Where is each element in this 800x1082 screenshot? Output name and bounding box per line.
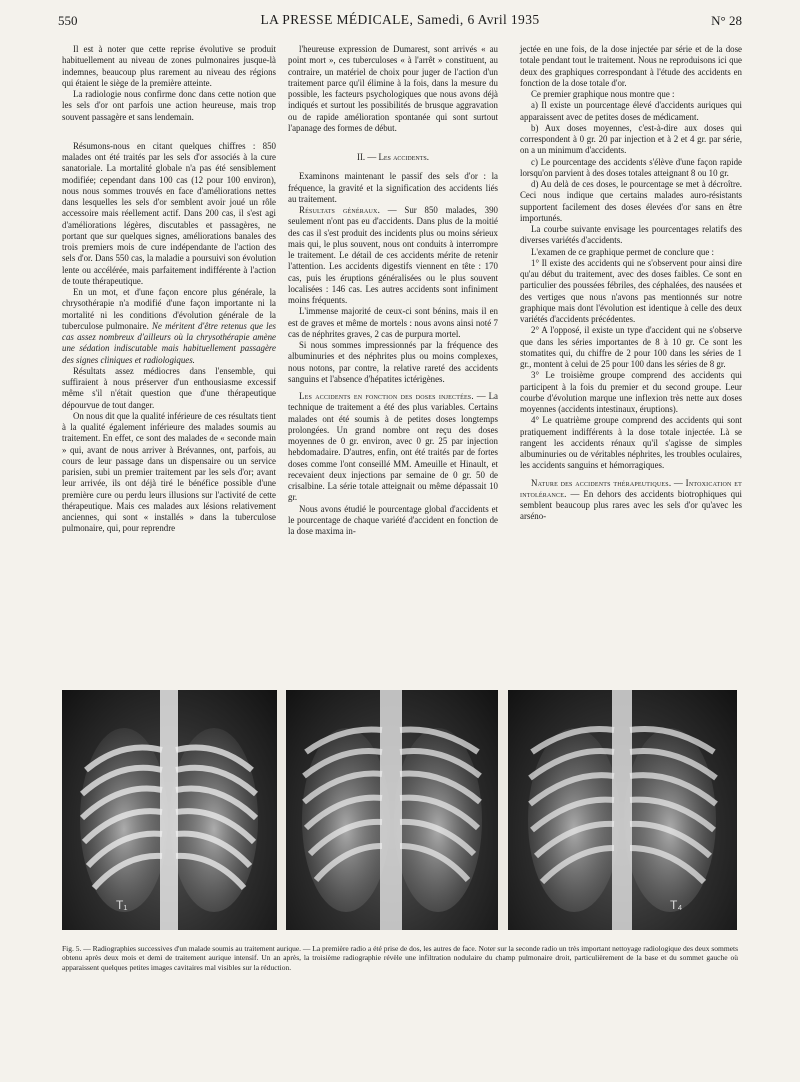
radiograph-label: T₄ (670, 898, 683, 912)
radiograph-2 (286, 690, 498, 930)
column-3 (520, 44, 742, 523)
page-number: 550 (58, 13, 78, 28)
paragraph: 4° Le quatrième groupe comprend des accidents qui sont pratiquement indifférents à la dose totale injectée. Là se rangent les accidents rénaux qu'il s'agisse de simples albuminuries ou de véritables néphrites, les troubles oculaires, les accidents sanguins et hémorragiques. (520, 415, 742, 471)
chest-xray-image (508, 690, 737, 930)
run-in-heading: Résultats généraux. (299, 205, 381, 215)
radiograph-label: T₁ (116, 898, 128, 912)
paragraph: L'immense majorité de ceux-ci sont bénins, mais il en est de graves et même de mortels : nous avons ainsi noté 7 cas de néphrites graves, 2 cas de purpura mortel. (288, 306, 498, 339)
issue-number: N° 28 (711, 13, 742, 28)
paragraph: 2° A l'opposé, il existe un type d'accident qui ne s'observe que dans les séries importantes de 8 à 10 gr. Ce sont les stomatites qui, du chiffre de 2 pour 100 dans les séries de 1 gr., montent à celui de 25 pour 100 dans les séries de 8 gr. (520, 325, 742, 369)
paragraph: d) Au delà de ces doses, le pourcentage se met à décroître. Ceci nous indique que certains malades auro-résistants supportent facilement des doses élevées d'or sans en être importunés. (520, 179, 742, 223)
text-run: — La technique de traitement a été des plus variables. Certains malades ont été soumis à de petites doses longtemps prolongées. Un grand nombre ont reçu des doses moyennes de 0 gr. environ, avec 0 gr. 25 par injection hebdomadaire. D'autres, enfin, ont été traités par de fortes doses comme l'ont conseillé MM. Ameuille et Hinault, et recevaient deux injections par semaine de 0 gr. 50 de crisalbine. La série totale atteignait ou même dépassait 10 gr. (288, 391, 498, 503)
text-run: En un mot, et d'une façon encore plus générale, la chrysothérapie n'a modifié d'une façon importante ni la mortalité ni les conditions d'évolution générale de la tuberculose pulmonaire. (62, 287, 276, 331)
paragraph (62, 287, 276, 366)
paragraph: La radiologie nous confirme donc dans cette notion que les sels d'or ont parfois une action heureuse, mais trop souvent passagère et sans lendemain. (62, 89, 276, 122)
paragraph: Si nous sommes impressionnés par la fréquence des albuminuries et des néphrites plus ou moins complexes, nous notons, par contre, la relative rareté des accidents sanguins et l'absence d'hépatites ictérigènes. (288, 340, 498, 384)
paragraph (288, 391, 498, 504)
text-run: — Sur 850 malades, 390 seulement n'ont pas eu d'accidents. Dans plus de la moitié des cas il s'est produit des incidents plus ou moins sérieux mais qui, le plus souvent, nous ont conduits à interrompre le traitement. Le détail de ces accidents mérite de retenir l'attention. Les accidents digestifs viennent en tête : 170 cas, puis les éruptions généralisées ou le plus souvent localisées : 146 cas. Les autres accidents sont infiniment moins fréquents. (288, 205, 498, 305)
paragraph: Il est à noter que cette reprise évolutive se produit habituellement au niveau de zones pulmonaires jusque-là indemnes, beaucoup plus rarement au niveau des régions qui étaient le siège de la première atteinte. (62, 44, 276, 88)
text-run: — En dehors des accidents biotrophiques qui semblent beaucoup plus rares avec les sels d'or qu'avec les arséno- (520, 488, 742, 522)
journal-title: LA PRESSE MÉDICALE, Samedi, 6 Avril 1935 (260, 12, 540, 27)
paragraph: 1° Il existe des accidents qui ne s'observent pour ainsi dire qu'au début du traitement, avec des doses faibles. Ce sont en particulier des poussées fébriles, des céphalées, des nausées et des vertiges que nous n'avons pas mentionnés sur notre graphique mais dont l'évolution est identique à celle des deux variétés d'accidents précédentes. (520, 257, 742, 324)
paragraph: Examinons maintenant le passif des sels d'or : la fréquence, la gravité et la signification des accidents liés au traitement. (288, 171, 498, 204)
paragraph: a) Il existe un pourcentage élevé d'accidents auriques qui apparaissent avec de petites doses de médicament. (520, 100, 742, 122)
paragraph: On nous dit que la qualité inférieure de ces résultats tient à la qualité également inférieure des malades soumis au traitement. En effet, ce sont des malades de « seconde main » qui, avant de nous arriver à Brévannes, ont, parfois, au cours de leur passage dans un dispensaire ou un service parisien, subi un premier traitement par les sels d'or; avant leur arrivée, ils ont déjà tiré le bénéfice possible d'une première cure ou perdu leurs illusions sur l'activité de cette thérapeutique. Mais ces malades aux lésions relativement anciennes, qui sont « installés » dans la tuberculose pulmonaire, qui, pour reprendre (62, 410, 276, 534)
paragraph: c) Le pourcentage des accidents s'élève d'une façon rapide lorsqu'on parvient à des doses totales atteignant 8 ou 10 gr. (520, 156, 742, 178)
paragraph (520, 478, 742, 523)
paragraph: Résumons-nous en citant quelques chiffres : 850 malades ont été traités par les sels d'or associés à la cure sanatoriale. La mortalité globale n'a pas été sensiblement modifiée; cependant dans 100 cas (12 pour 100 environ), nous nous sommes trouvés en face d'améliorations nettes dans lesquelles les sels d'or semblent avoir joué un rôle accessoire mais réellement actif. Dans 200 cas, il s'est agi d'améliorations légères, discutables et passagères, ne portant que sur quelques signes, améliorations banales des trois premiers mois de cure indépendante de l'action des sels d'or. Dans 550 cas, la maladie a poursuivi son évolution lente ou accélérée, mais parfaitement indifférente à l'action de toute thérapeutique. (62, 140, 276, 286)
paragraph: La courbe suivante envisage les pourcentages relatifs des diverses variétés d'accidents. (520, 224, 742, 246)
run-in-heading: Les accidents en fonction des doses injectées. (299, 391, 474, 401)
radiograph-3 (508, 690, 737, 930)
paragraph: Nous avons étudié le pourcentage global d'accidents et le pourcentage de chaque variété d'accident en fonction de la dose maxima in- (288, 503, 498, 536)
paragraph: Résultats assez médiocres dans l'ensemble, qui suffiraient à nous préserver d'un enthousiasme excessif même s'il n'était question que d'une thérapeutique dépourvue de tout danger. (62, 365, 276, 410)
radiograph-1 (62, 690, 277, 930)
radiograph-figure (62, 690, 737, 930)
paragraph: b) Aux doses moyennes, c'est-à-dire aux doses qui correspondent à 0 gr. 20 par injection et à 2 et 4 gr. par série, on a un minimum d'accidents. (520, 122, 742, 156)
paragraph (288, 205, 498, 306)
paragraph: L'examen de ce graphique permet de conclure que : (531, 246, 714, 257)
figure-caption: Fig. 5. — Radiographies successives d'un malade soumis au traitement aurique. — La première radio a été prise de dos, les autres de face. Noter sur la seconde radio un très important nettoyage radiologique des deux sommets obtenu après deux mois et demi de traitement aurique intensif. Un an après, la troisième radiographie révèle une infiltration nodulaire du champ pulmonaire droit, particulièrement de la base et du sommet gauche où apparaissent quelques petites images cavitaires mal visibles sur la réduction. (62, 944, 738, 972)
column-2 (288, 44, 498, 537)
column-1 (62, 44, 276, 535)
paragraph: jectée en une fois, de la dose injectée par série et de la dose totale pendant tout le traitement. Nous ne reproduisons ici que deux des graphiques correspondant à l'étude des accidents en fonction de la dose totale d'or. (520, 44, 742, 88)
italic-text-run: Ne méritent d'être retenus que les cas assez nombreux d'ailleurs où la chrysothérapie amène une sédation indiscutable mais habituellement passagère des signes cliniques et radiologiques. (62, 320, 276, 365)
chest-xray-image (62, 690, 277, 930)
section-title: II. — Les accidents. (357, 152, 429, 162)
paragraph: 3° Le troisième groupe comprend des accidents qui participent à la fois du premier et du second groupe. Leur courbe d'évolution marque une inflexion très nette aux doses moyennes (accidents intestinaux, éruptions). (520, 370, 742, 414)
run-in-heading: Nature des accidents thérapeutiques. — Intoxication et intolérance. (520, 477, 742, 499)
paragraph: Ce premier graphique nous montre que : (531, 89, 675, 99)
paragraph: l'heureuse expression de Dumarest, sont arrivés « au point mort », ces tuberculoses « à l'arrêt » constituent, au contraire, un matériel de choix pour juger de l'action d'un traitement parce qu'il élimine à la fois, dans la mesure du possible, les facteurs psychologiques que nous avons déjà indiqués et surtout les possibilités de brusque aggravation ou de rapide amélioration spontanée qui sont surtout l'apanage des formes de début. (288, 44, 498, 133)
page-header (58, 10, 742, 34)
chest-xray-image (286, 690, 498, 930)
